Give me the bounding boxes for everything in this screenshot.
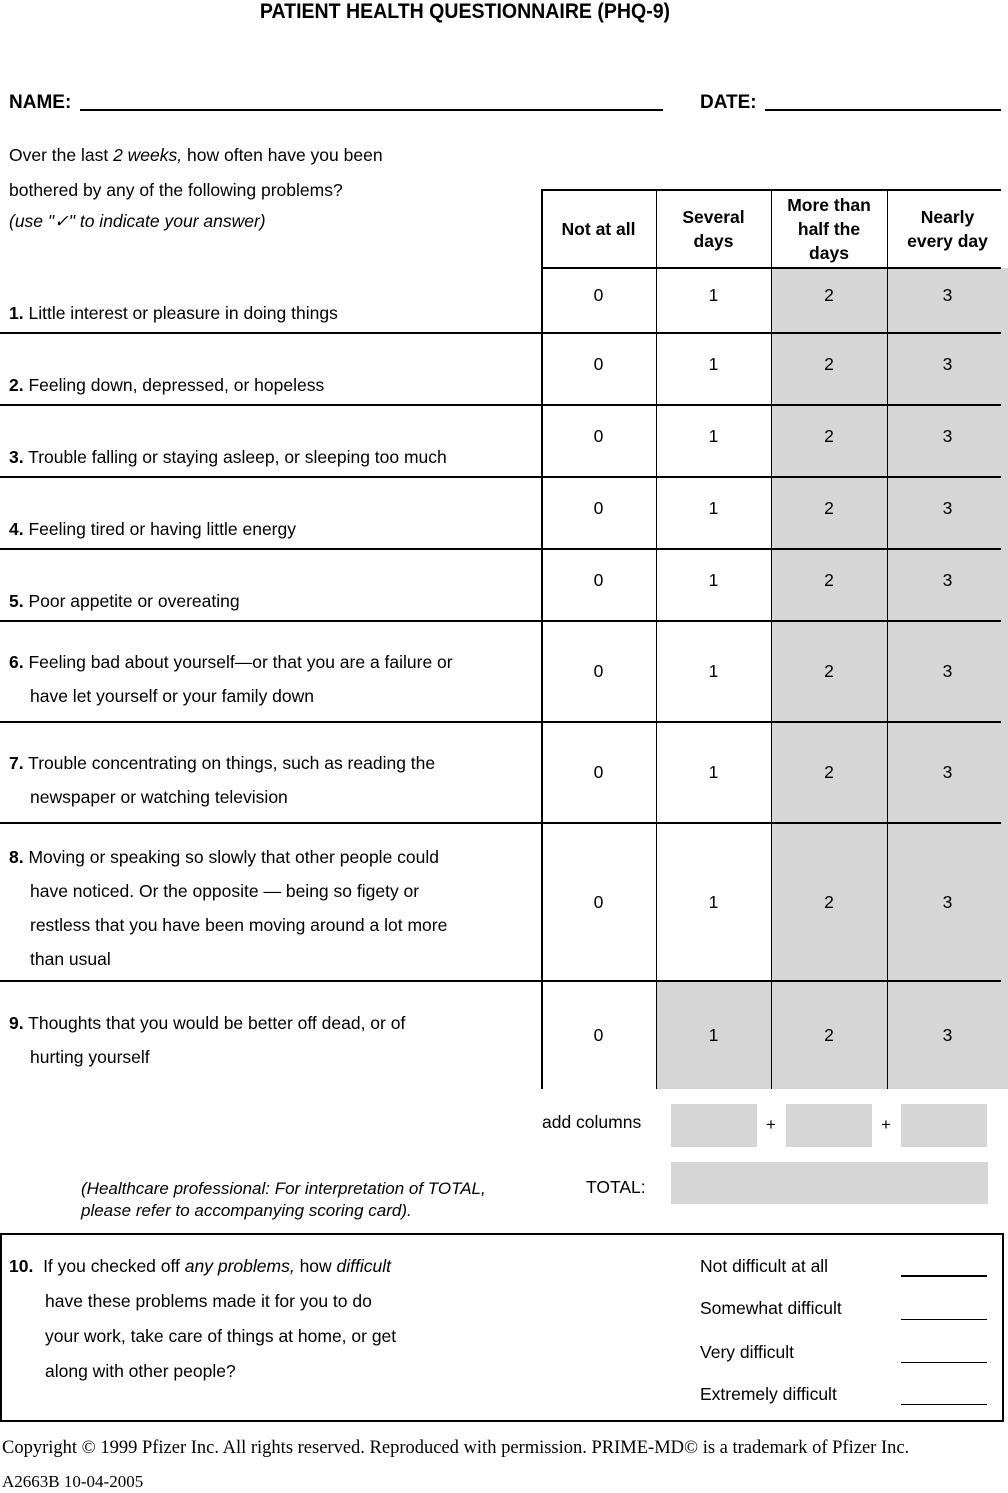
column-header-line: Several <box>682 207 745 227</box>
answer-cell[interactable] <box>541 333 656 405</box>
answer-cell[interactable] <box>656 823 771 981</box>
option-extremely-difficult: Extremely difficult <box>700 1384 837 1404</box>
answer-cell[interactable] <box>541 549 656 621</box>
column-header <box>656 190 771 268</box>
answer-cell[interactable] <box>656 549 771 621</box>
score-value: 0 <box>593 497 604 518</box>
question-item <box>9 440 529 474</box>
answer-cell[interactable] <box>541 405 656 477</box>
row-divider <box>0 620 1001 622</box>
column-header-line: More than <box>787 195 871 215</box>
column-header-line: Not at all <box>561 219 636 239</box>
score-value: 1 <box>708 353 719 374</box>
option-not-difficult-blank[interactable] <box>901 1275 987 1277</box>
answer-cell[interactable] <box>887 268 1008 333</box>
question-text: have noticed. Or the opposite — being so figety or <box>30 881 420 901</box>
name-label: NAME: <box>9 92 72 113</box>
option-very-difficult: Very difficult <box>700 1342 795 1362</box>
answer-cell[interactable] <box>887 981 1008 1089</box>
answer-cell[interactable] <box>656 722 771 823</box>
question-text: Poor appetite or overeating <box>28 591 240 611</box>
answer-cell[interactable] <box>771 549 887 621</box>
score-value: 2 <box>824 569 834 590</box>
intro-emphasis: 2 weeks, <box>113 145 183 165</box>
answer-cell[interactable] <box>771 823 887 981</box>
question-number: 7. <box>9 753 24 773</box>
column-sum-2-field[interactable] <box>786 1104 872 1147</box>
question-item <box>9 512 529 546</box>
question-number: 6. <box>9 652 24 672</box>
date-field[interactable] <box>765 92 1001 111</box>
answer-cell[interactable] <box>541 823 656 981</box>
score-value: 0 <box>593 891 604 912</box>
score-value: 3 <box>942 353 953 374</box>
plus-sign: + <box>881 1115 891 1134</box>
name-field[interactable] <box>80 92 663 111</box>
column-header <box>541 190 656 268</box>
score-value: 0 <box>593 1024 604 1045</box>
question-number: 2. <box>9 375 24 395</box>
answer-cell[interactable] <box>541 621 656 722</box>
answer-cell[interactable] <box>656 621 771 722</box>
column-divider <box>541 190 543 1089</box>
answer-cell[interactable] <box>887 549 1008 621</box>
answer-cell[interactable] <box>771 477 887 549</box>
question-text: Moving or speaking so slowly that other people could <box>28 847 439 867</box>
question-text: restless that you have been moving around a lot more <box>30 915 448 935</box>
option-not-difficult: Not difficult at all <box>700 1256 829 1276</box>
score-value: 2 <box>824 425 834 446</box>
question-number: 5. <box>9 591 24 611</box>
intro-text: how often have you been <box>182 145 383 165</box>
row-divider <box>0 822 1001 824</box>
answer-cell[interactable] <box>656 333 771 405</box>
option-extremely-difficult-blank[interactable] <box>901 1404 987 1405</box>
question-text: Trouble falling or staying asleep, or sleeping too much <box>28 447 447 467</box>
answer-cell[interactable] <box>887 405 1008 477</box>
question-item <box>9 296 529 330</box>
question-number: 4. <box>9 519 24 539</box>
row-divider <box>0 980 1001 982</box>
column-header-line: every day <box>907 231 988 251</box>
question-number: 9. <box>9 1013 24 1033</box>
column-header-line: Nearly <box>920 207 975 227</box>
answer-cell[interactable] <box>771 621 887 722</box>
total-label: TOTAL: <box>586 1177 646 1197</box>
answer-cell[interactable] <box>771 268 887 333</box>
question-number: 8. <box>9 847 24 867</box>
score-value: 3 <box>942 762 953 782</box>
page-title: PATIENT HEALTH QUESTIONNAIRE (PHQ-9) <box>259 0 671 23</box>
column-header <box>887 190 1008 268</box>
answer-cell[interactable] <box>656 477 771 549</box>
score-value: 3 <box>942 1024 953 1045</box>
score-value: 3 <box>942 569 953 590</box>
score-value: 0 <box>593 661 604 681</box>
answer-cell[interactable] <box>887 722 1008 823</box>
answer-cell[interactable] <box>656 268 771 333</box>
score-value: 1 <box>708 891 719 912</box>
column-divider <box>771 190 772 1089</box>
intro-text: bothered by any of the following problems? <box>9 180 343 200</box>
score-value: 2 <box>824 353 834 374</box>
form-code: A2663B 10-04-2005 <box>2 1472 144 1491</box>
question-item <box>9 584 529 618</box>
question-item <box>9 368 529 402</box>
column-header <box>771 190 887 268</box>
question-number: 3. <box>9 447 24 467</box>
intro-text: Over the last <box>9 145 114 165</box>
option-somewhat-difficult: Somewhat difficult <box>700 1298 842 1318</box>
answer-cell[interactable] <box>887 823 1008 981</box>
question-number: 1. <box>9 303 24 323</box>
scoring-note: (Healthcare professional: For interpretation of TOTAL, please refer to accompanying scoring card). <box>81 1179 486 1220</box>
row-divider <box>0 404 1001 406</box>
score-value: 2 <box>824 1024 834 1045</box>
score-value: 1 <box>708 285 719 305</box>
row-divider <box>0 476 1001 478</box>
column-sum-1-field[interactable] <box>671 1104 757 1147</box>
answer-cell[interactable] <box>771 333 887 405</box>
score-value: 1 <box>708 425 719 446</box>
instruction-hint: (use "✓" to indicate your answer) <box>9 211 266 231</box>
score-value: 3 <box>942 891 953 912</box>
answer-cell[interactable] <box>887 477 1008 549</box>
question-text: Feeling bad about yourself—or that you are a failure or <box>28 652 453 672</box>
score-value: 1 <box>708 1024 719 1045</box>
answer-cell[interactable] <box>541 477 656 549</box>
question-item <box>9 645 529 713</box>
question-item <box>9 746 529 814</box>
score-value: 3 <box>942 425 953 446</box>
column-divider <box>887 190 888 1089</box>
answer-cell[interactable] <box>541 722 656 823</box>
date-label: DATE: <box>700 92 757 113</box>
column-header-line: days <box>693 231 734 251</box>
answer-cell[interactable] <box>771 405 887 477</box>
row-divider <box>0 548 1001 550</box>
score-value: 2 <box>824 661 834 681</box>
question-text: Feeling down, depressed, or hopeless <box>28 375 325 395</box>
add-columns-label: add columns <box>542 1112 642 1132</box>
score-value: 1 <box>708 497 719 518</box>
question-text: Little interest or pleasure in doing things <box>28 303 338 323</box>
score-value: 2 <box>824 891 834 912</box>
score-value: 0 <box>593 569 604 590</box>
score-value: 1 <box>708 661 719 681</box>
answer-cell[interactable] <box>887 621 1008 722</box>
score-value: 1 <box>708 569 719 590</box>
question-number: 10. <box>9 1256 34 1276</box>
question-text: Trouble concentrating on things, such as reading the <box>28 753 436 773</box>
score-value: 2 <box>824 497 834 518</box>
answer-cell[interactable] <box>541 268 656 333</box>
column-divider <box>656 190 657 1089</box>
question-text: Thoughts that you would be better off dead, or of <box>28 1013 406 1033</box>
question-text: have let yourself or your family down <box>30 686 315 706</box>
answer-cell[interactable] <box>771 722 887 823</box>
score-value: 2 <box>824 285 834 305</box>
column-header-line: half the <box>797 219 861 239</box>
plus-sign: + <box>766 1115 776 1134</box>
column-sum-3-field[interactable] <box>901 1104 987 1147</box>
row-divider <box>0 721 1001 723</box>
answer-cell[interactable] <box>656 405 771 477</box>
score-value: 3 <box>942 285 953 305</box>
option-somewhat-difficult-blank[interactable] <box>901 1319 987 1320</box>
option-very-difficult-blank[interactable] <box>901 1362 987 1363</box>
question-text: hurting yourself <box>30 1047 150 1067</box>
answer-cell[interactable] <box>541 981 656 1089</box>
question-text: newspaper or watching television <box>30 787 288 807</box>
question-text: than usual <box>30 949 111 969</box>
question-text: Feeling tired or having little energy <box>28 519 296 539</box>
copyright-notice: Copyright © 1999 Pfizer Inc. All rights reserved. Reproduced with permission. PRIME-MD© is a trademark of Pfizer Inc. <box>2 1438 910 1458</box>
score-value: 1 <box>708 762 719 782</box>
score-value: 3 <box>942 497 953 518</box>
answer-cell[interactable] <box>656 981 771 1089</box>
score-value: 2 <box>824 762 834 782</box>
question-item <box>9 840 529 976</box>
column-header-line: days <box>809 243 849 263</box>
total-field[interactable] <box>671 1162 988 1204</box>
instructions <box>9 138 383 239</box>
score-value: 0 <box>593 425 604 446</box>
score-value: 0 <box>593 762 604 782</box>
answer-cell[interactable] <box>771 981 887 1089</box>
question-item <box>9 1006 529 1074</box>
score-value: 0 <box>593 353 604 374</box>
question-10-text: 10. If you checked off any problems, how difficult have these problems made it for you to do your work, take care of things at home, or get along with other people? <box>9 1256 397 1381</box>
answer-cell[interactable] <box>887 333 1008 405</box>
score-value: 3 <box>942 661 953 681</box>
score-value: 0 <box>593 285 604 305</box>
row-divider <box>0 332 1001 334</box>
